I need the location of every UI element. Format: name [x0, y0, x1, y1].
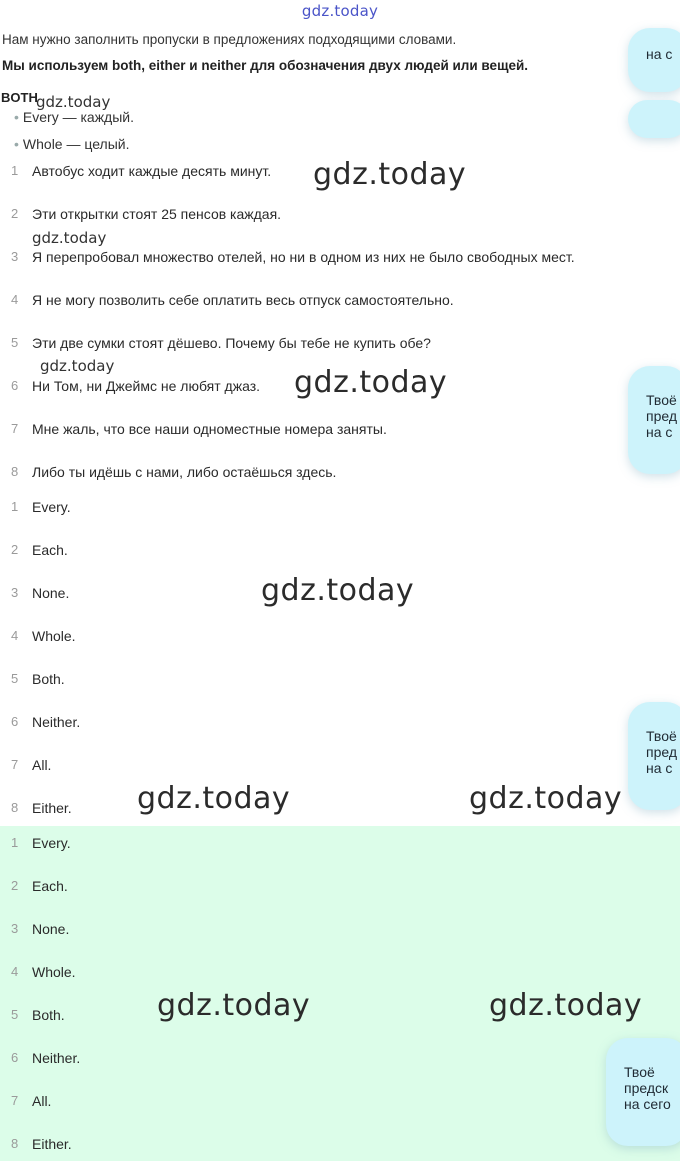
intro-text: Нам нужно заполнить пропуски в предложениях подходящими словами. [2, 32, 457, 47]
row-number: 7 [11, 757, 19, 772]
row-number: 3 [11, 921, 19, 936]
row-number: 4 [11, 628, 19, 643]
bubble-text: Твоё [646, 728, 677, 744]
row-number: 5 [11, 335, 19, 350]
row-number: 6 [11, 378, 19, 393]
answer-text: None. [32, 921, 70, 937]
section-label: BOTH [1, 90, 38, 105]
answer-text: Neither. [32, 1050, 81, 1066]
row-number: 5 [11, 1007, 19, 1022]
sentence-text: Я перепробовал множество отелей, но ни в одном из них не было свободных мест. [32, 249, 575, 265]
row-number: 8 [11, 1136, 19, 1151]
row-number: 1 [11, 835, 19, 850]
watermark: gdz.today [469, 781, 623, 816]
bubble-text: на с [646, 424, 673, 440]
sentence-text: Либо ты идёшь с нами, либо остаёшься здесь. [32, 464, 337, 480]
sentence-text: Эти две сумки стоят дёшево. Почему бы тебе не купить обе? [32, 335, 431, 351]
bubble-text: предск [624, 1080, 669, 1096]
answer-text: Either. [32, 800, 72, 816]
answer-text: All. [32, 1093, 52, 1109]
bullet-item [14, 136, 130, 152]
watermark: gdz.today [489, 988, 643, 1023]
row-number: 6 [11, 1050, 19, 1065]
bullet-dot: • [14, 136, 19, 152]
bullet-text: Whole — целый. [22, 136, 130, 152]
row-number: 3 [11, 585, 19, 600]
watermark: gdz.today [137, 781, 291, 816]
watermark: gdz.today [157, 988, 311, 1023]
row-number: 8 [11, 800, 19, 815]
bullet-text: Every — каждый. [22, 109, 134, 125]
row-number: 1 [11, 163, 19, 178]
answer-text: Both. [32, 1007, 65, 1023]
answer-text: Both. [32, 671, 65, 687]
row-number: 7 [11, 1093, 19, 1108]
watermark: gdz.today [294, 365, 448, 400]
bubble-text: на с [646, 46, 673, 62]
answer-text: Either. [32, 1136, 72, 1152]
answer-text: Whole. [32, 964, 76, 980]
row-number: 4 [11, 964, 19, 979]
answer-text: Every. [32, 835, 71, 851]
bullet-dot: • [14, 109, 19, 125]
row-number: 3 [11, 249, 19, 264]
prediction-bubble[interactable] [606, 1038, 680, 1146]
bubble-text: Твоё [646, 392, 677, 408]
bubble-text: пред [646, 408, 678, 424]
watermark: gdz.today [313, 157, 467, 192]
bullet-item [14, 109, 134, 125]
answer-text: Each. [32, 878, 68, 894]
sentence-text: Мне жаль, что все наши одноместные номера заняты. [32, 421, 387, 437]
answer-text: Every. [32, 499, 71, 515]
sentence-text: Я не могу позволить себе оплатить весь отпуск самостоятельно. [32, 292, 454, 308]
row-number: 7 [11, 421, 19, 436]
answer-text: Each. [32, 542, 68, 558]
watermark: gdz.today [32, 229, 107, 247]
bubble-text: пред [646, 744, 678, 760]
row-number: 4 [11, 292, 19, 307]
prediction-bubble[interactable] [628, 702, 680, 810]
intro-rule: Мы используем both, either и neither для обозначения двух людей или вещей. [2, 58, 529, 73]
answer-text: All. [32, 757, 52, 773]
site-header-logo[interactable]: gdz.today [301, 2, 379, 20]
bubble-text: на сего [624, 1096, 671, 1112]
sentence-text: Автобус ходит каждые десять минут. [32, 163, 272, 179]
row-number: 1 [11, 499, 19, 514]
prediction-bubble[interactable] [628, 28, 680, 92]
row-number: 2 [11, 542, 19, 557]
prediction-bubble[interactable] [628, 100, 680, 138]
sentence-text: Ни Том, ни Джеймс не любят джаз. [32, 378, 261, 394]
prediction-bubble[interactable] [628, 366, 680, 474]
sentence-text: Эти открытки стоят 25 пенсов каждая. [32, 206, 282, 222]
answer-text: Neither. [32, 714, 81, 730]
bubble-text: Твоё [624, 1064, 655, 1080]
row-number: 5 [11, 671, 19, 686]
row-number: 8 [11, 464, 19, 479]
bubble-text: на с [646, 760, 673, 776]
row-number: 2 [11, 878, 19, 893]
answer-text: Whole. [32, 628, 76, 644]
row-number: 2 [11, 206, 19, 221]
row-number: 6 [11, 714, 19, 729]
watermark: gdz.today [261, 573, 415, 608]
watermark: gdz.today [40, 357, 115, 375]
watermark: gdz.today [36, 93, 111, 111]
answer-text: None. [32, 585, 70, 601]
